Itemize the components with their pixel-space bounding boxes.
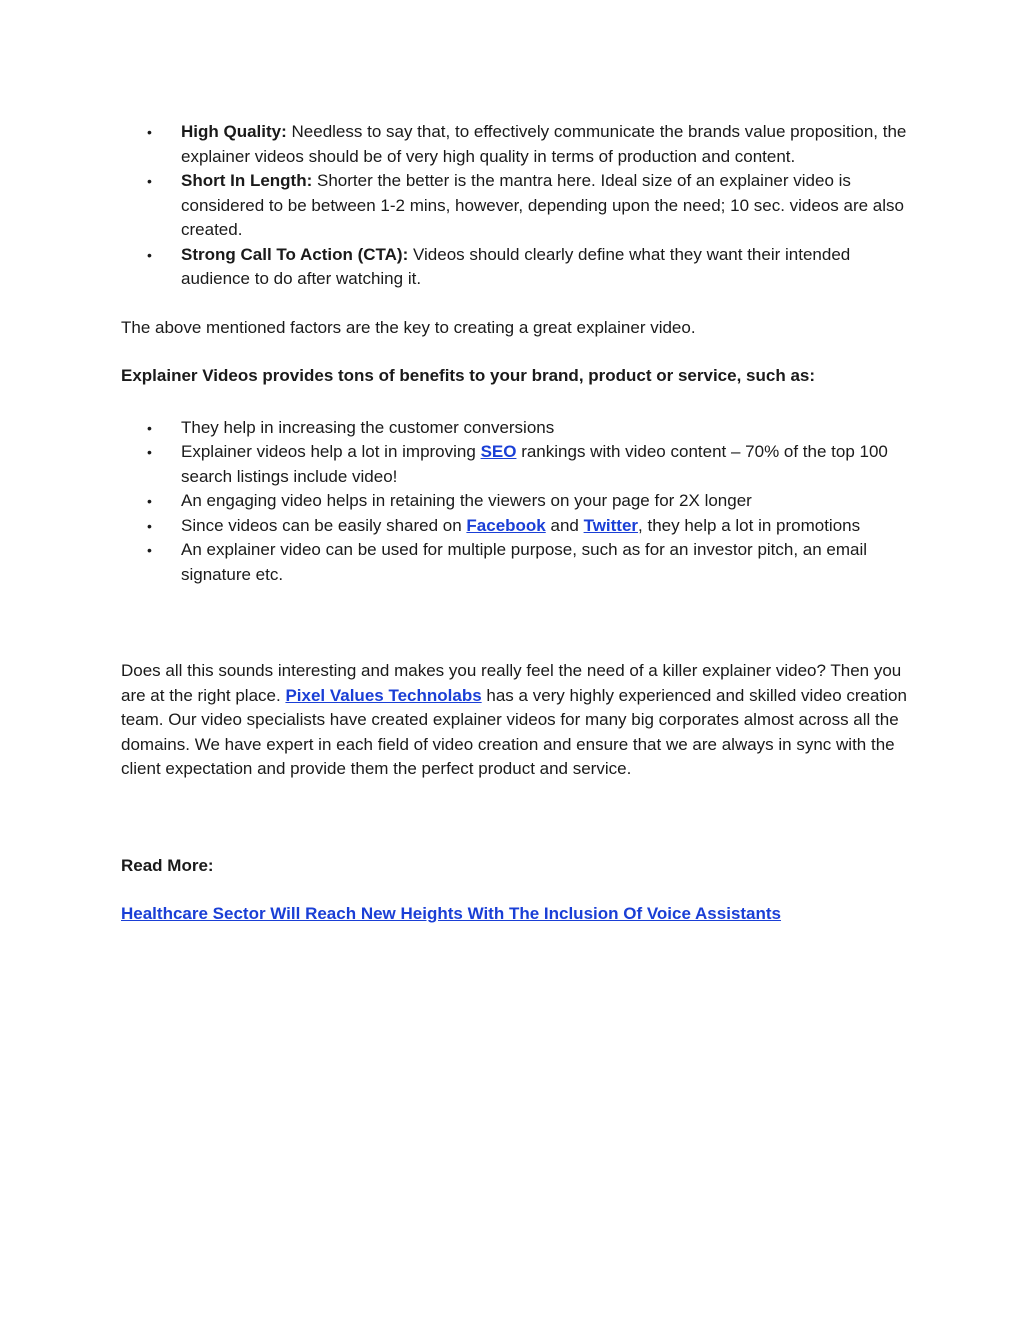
benefit-text: Since videos can be easily shared on	[181, 515, 467, 535]
list-item	[121, 120, 911, 169]
bullet: •	[147, 493, 152, 509]
term-text: Needless to say that, to effectively communicate the brands value proposition, the explainer videos should be of very high quality in terms of production and content.	[181, 122, 907, 166]
closing-text: has a very highly experienced and skilled video creation team. Our video specialists have created explainer videos for many big corporates almost across all the domains. We have expert in each field of video creation and ensure that we are always in sync with the client expectation and provide them the perfect product and service.	[121, 685, 907, 778]
list-item	[121, 514, 911, 539]
list-item	[121, 440, 911, 489]
benefit-text: They help in increasing the customer conversions	[181, 417, 555, 437]
term-text: Videos should clearly define what they want their intended audience to do after watching it.	[181, 244, 851, 288]
term: Strong Call To Action (CTA):	[181, 244, 409, 264]
benefit-text: rankings with video content – 70% of the top 100 search listings include video!	[181, 442, 888, 486]
benefits-heading	[121, 364, 911, 389]
document-page	[121, 120, 911, 927]
list-item	[121, 489, 911, 514]
facebook-link[interactable]: Facebook	[466, 515, 546, 535]
bullet: •	[147, 542, 152, 558]
read-more-paragraph	[121, 902, 911, 927]
bullet: •	[147, 124, 152, 140]
benefit-text: and	[545, 515, 584, 535]
benefits-list	[121, 416, 911, 588]
list-item	[121, 243, 911, 292]
bullet: •	[147, 246, 152, 263]
bullet: •	[147, 173, 152, 189]
pixel-values-link[interactable]: Pixel Values Technolabs	[285, 685, 482, 705]
read-more-label	[121, 854, 911, 879]
bullet: •	[147, 419, 152, 436]
read-more-label-text: Read More:	[121, 855, 214, 875]
term: High Quality:	[181, 122, 287, 141]
twitter-link[interactable]: Twitter	[583, 515, 639, 535]
quality-list	[121, 120, 911, 292]
benefits-heading-text: Explainer Videos provides tons of benefits to your brand, product or service, such as:	[121, 366, 816, 385]
benefit-text: , they help a lot in promotions	[638, 515, 861, 535]
bullet: •	[147, 517, 152, 534]
list-item	[121, 538, 911, 587]
benefit-text: Explainer videos help a lot in improving	[181, 442, 481, 461]
list-item	[121, 416, 911, 441]
seo-link[interactable]: SEO	[480, 442, 517, 461]
closing-text: Does all this sounds interesting and makes you really feel the need of a killer explainer video? Then you are at the right place.	[121, 661, 902, 705]
read-more-link[interactable]: Healthcare Sector Will Reach New Heights With The Inclusion Of Voice Assistants	[121, 904, 782, 923]
benefit-text: An engaging video helps in retaining the viewers on your page for 2X longer	[181, 491, 752, 510]
benefit-text: An explainer video can be used for multiple purpose, such as for an investor pitch, an email signature etc.	[181, 540, 868, 584]
list-item	[121, 169, 911, 243]
term: Short In Length:	[181, 171, 313, 190]
closing-paragraph	[121, 659, 911, 782]
summary-paragraph: The above mentioned factors are the key to creating a great explainer video.	[121, 317, 696, 337]
term-text: Shorter the better is the mantra here. Ideal size of an explainer video is considered to be between 1-2 mins, however, depending upon the need; 10 sec. videos are also created.	[181, 171, 904, 239]
bullet: •	[147, 444, 152, 460]
